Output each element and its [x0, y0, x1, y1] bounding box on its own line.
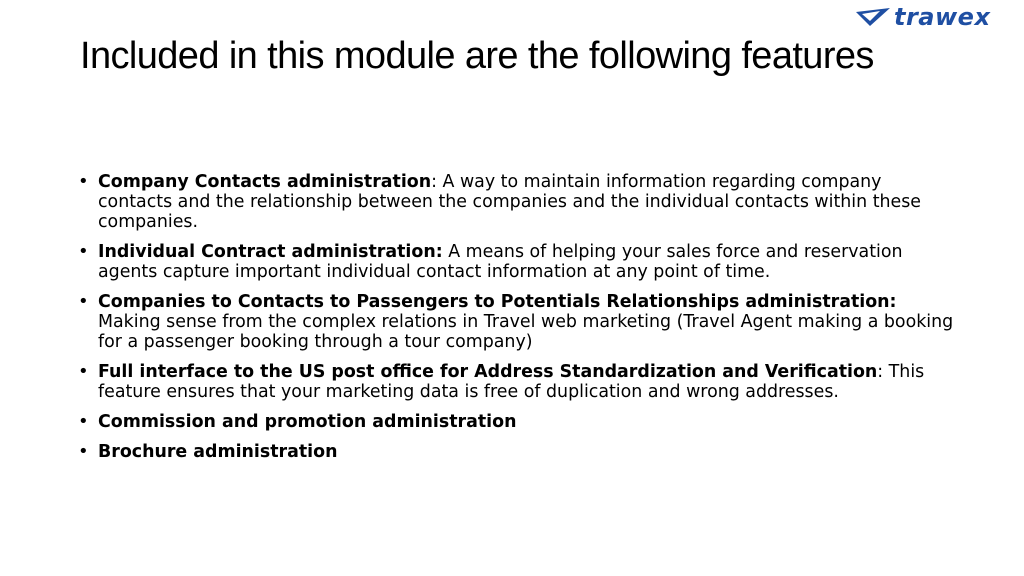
bullet-icon: • [78, 441, 89, 462]
feature-list [78, 172, 958, 472]
item-heading: Company Contacts administration [98, 172, 432, 192]
item-heading: Brochure administration [98, 442, 338, 462]
item-heading: Full interface to the US post office for Address Standardization and Verification [98, 362, 878, 382]
logo-text: trawex [894, 3, 991, 31]
bullet-icon: • [78, 171, 89, 192]
list-item [78, 292, 958, 352]
bullet-icon: • [78, 361, 89, 382]
list-item [78, 442, 958, 462]
item-heading: Individual Contract administration: [98, 242, 443, 262]
item-heading: Companies to Contacts to Passengers to Potentials Relationships administration: [98, 292, 897, 312]
logo-swoosh-icon [856, 6, 890, 28]
item-heading: Commission and promotion administration [98, 412, 517, 432]
list-item [78, 172, 958, 232]
list-item [78, 362, 958, 402]
bullet-icon: • [78, 411, 89, 432]
item-description: : This feature ensures that your marketing data is free of duplication and wrong addresses. [98, 362, 925, 402]
item-description: : A way to maintain information regarding company contacts and the relationship between the companies and the individual contacts within these companies. [98, 172, 921, 232]
item-description: Making sense from the complex relations in Travel web marketing (Travel Agent making a booking for a passenger booking through a tour company) [98, 312, 954, 352]
item-description: A means of helping your sales force and reservation agents capture important individual contact information at any point of time. [98, 242, 903, 282]
trawex-logo [856, 0, 1016, 34]
slide-title: Included in this module are the following features [80, 35, 874, 77]
list-item [78, 412, 958, 432]
bullet-icon: • [78, 291, 89, 312]
list-item [78, 242, 958, 282]
bullet-icon: • [78, 241, 89, 262]
